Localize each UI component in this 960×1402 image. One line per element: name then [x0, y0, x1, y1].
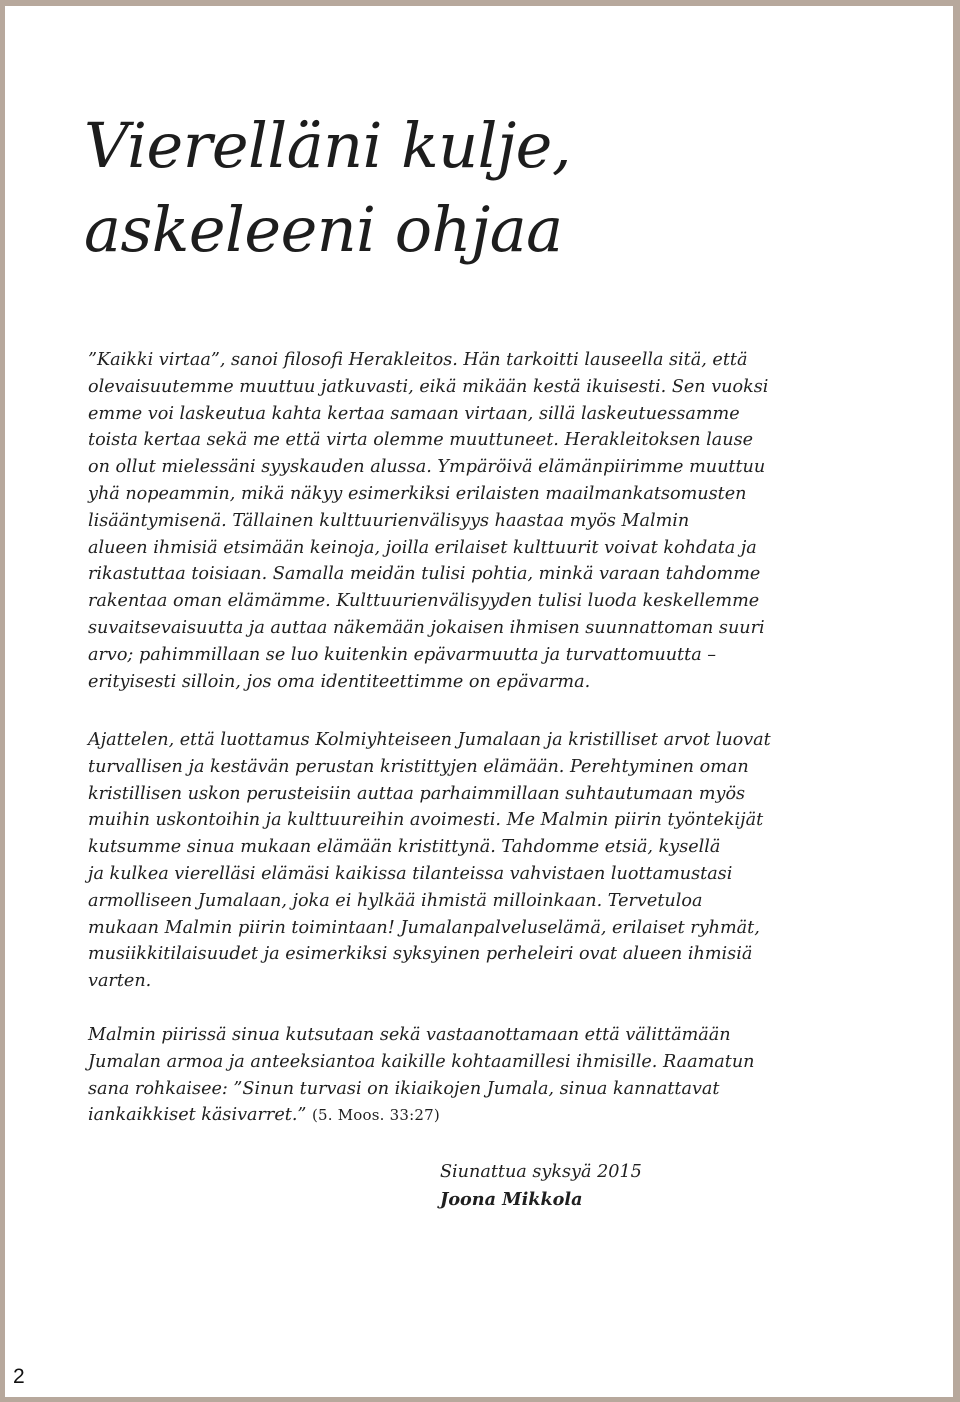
- paragraph-line: kutsumme sinua mukaan elämään kristittynä. Tahdomme etsiä, kysellä: [88, 837, 721, 858]
- quote-end-text: iankaikkiset käsivarret.”: [88, 1105, 307, 1126]
- paragraph-line: Ajattelen, että luottamus Kolmiyhteiseen Jumalaan ja kristilliset arvot luovat: [88, 730, 771, 750]
- paragraph-line: ja kulkea vierelläsi elämäsi kaikissa tilanteissa vahvistaen luottamustasi: [88, 863, 733, 884]
- signature-block: [440, 1158, 642, 1214]
- signature-greeting: Siunattua syksyä 2015: [440, 1162, 642, 1182]
- paragraph-line: sana rohkaisee: ”Sinun turvasi on ikiaikojen Jumala, sinua kannattavat: [88, 1078, 720, 1099]
- paragraph-line: armolliseen Jumalaan, joka ei hylkää ihmistä milloinkaan. Tervetuloa: [88, 890, 703, 911]
- paragraph-line: on ollut mielessäni syyskauden alussa. Ympäröivä elämänpiirimme muuttuu: [88, 457, 766, 478]
- paragraph-line: varten.: [88, 971, 152, 992]
- paragraph-3: [88, 1022, 878, 1129]
- paragraph-line: Malmin piirissä sinua kutsutaan sekä vastaanottamaan että välittämään: [88, 1025, 731, 1045]
- paragraph-line: erityisesti silloin, jos oma identiteettimme on epävarma.: [88, 671, 591, 692]
- paragraph-line: Jumalan armoa ja anteeksiantoa kaikille kohtaamillesi ihmisille. Raamatun: [88, 1051, 755, 1072]
- paragraph-2: [88, 727, 878, 995]
- paragraph-line: olevaisuutemme muuttuu jatkuvasti, eikä mikään kestä ikuisesti. Sen vuoksi: [88, 376, 769, 397]
- title-line-1: Vierelläni kulje,: [84, 109, 572, 182]
- paragraph-line: arvo; pahimmillaan se luo kuitenkin epävarmuutta ja turvattomuutta –: [88, 644, 717, 665]
- paragraph-line: lisääntymisenä. Tällainen kulttuurienvälisyys haastaa myös Malmin: [88, 510, 690, 531]
- paragraph-line: rakentaa oman elämämme. Kulttuurienvälisyyden tulisi luoda keskellemme: [88, 591, 760, 612]
- signature-name: Joona Mikkola: [440, 1189, 583, 1210]
- title-line-2: askeleeni ohjaa: [84, 193, 563, 266]
- paragraph-line: muihin uskontoihin ja kulttuureihin avoimesti. Me Malmin piirin työntekijät: [88, 810, 764, 831]
- paragraph-1: [88, 347, 878, 695]
- paragraph-line: kristillisen uskon perusteisiin auttaa parhaimmillaan suhtautumaan myös: [88, 783, 746, 804]
- paragraph-line: alueen ihmisiä etsimään keinoja, joilla erilaiset kulttuurit voivat kohdata ja: [88, 537, 757, 558]
- paragraph-line: musiikkitilaisuudet ja esimerkiksi syksyinen perheleiri ovat alueen ihmisiä: [88, 944, 753, 965]
- paragraph-line: ”Kaikki virtaa”, sanoi filosofi Herakleitos. Hän tarkoitti lauseella sitä, että: [88, 350, 748, 370]
- bible-reference: (5. Moos. 33:27): [312, 1106, 440, 1125]
- paragraph-line: suvaitsevaisuutta ja auttaa näkemään jokaisen ihmisen suunnattoman suuri: [88, 617, 765, 638]
- paragraph-line: turvallisen ja kestävän perustan kristittyjen elämään. Perehtyminen oman: [88, 756, 749, 777]
- paragraph-line: toista kertaa sekä me että virta olemme muuttuneet. Herakleitoksen lause: [88, 430, 754, 451]
- page-title: [84, 104, 571, 272]
- paragraph-line: mukaan Malmin piirin toimintaan! Jumalanpalveluselämä, erilaiset ryhmät,: [88, 917, 760, 938]
- paragraph-line: emme voi laskeutua kahta kertaa samaan virtaan, sillä laskeutuessamme: [88, 403, 740, 424]
- paragraph-last-line: [88, 1102, 878, 1129]
- page-number: 2: [7, 1360, 41, 1394]
- paragraph-line: rikastuttaa toisiaan. Samalla meidän tulisi pohtia, minkä varaan tahdomme: [88, 564, 761, 585]
- paragraph-line: yhä nopeammin, mikä näkyy esimerkiksi erilaisten maailmankatsomusten: [88, 483, 747, 504]
